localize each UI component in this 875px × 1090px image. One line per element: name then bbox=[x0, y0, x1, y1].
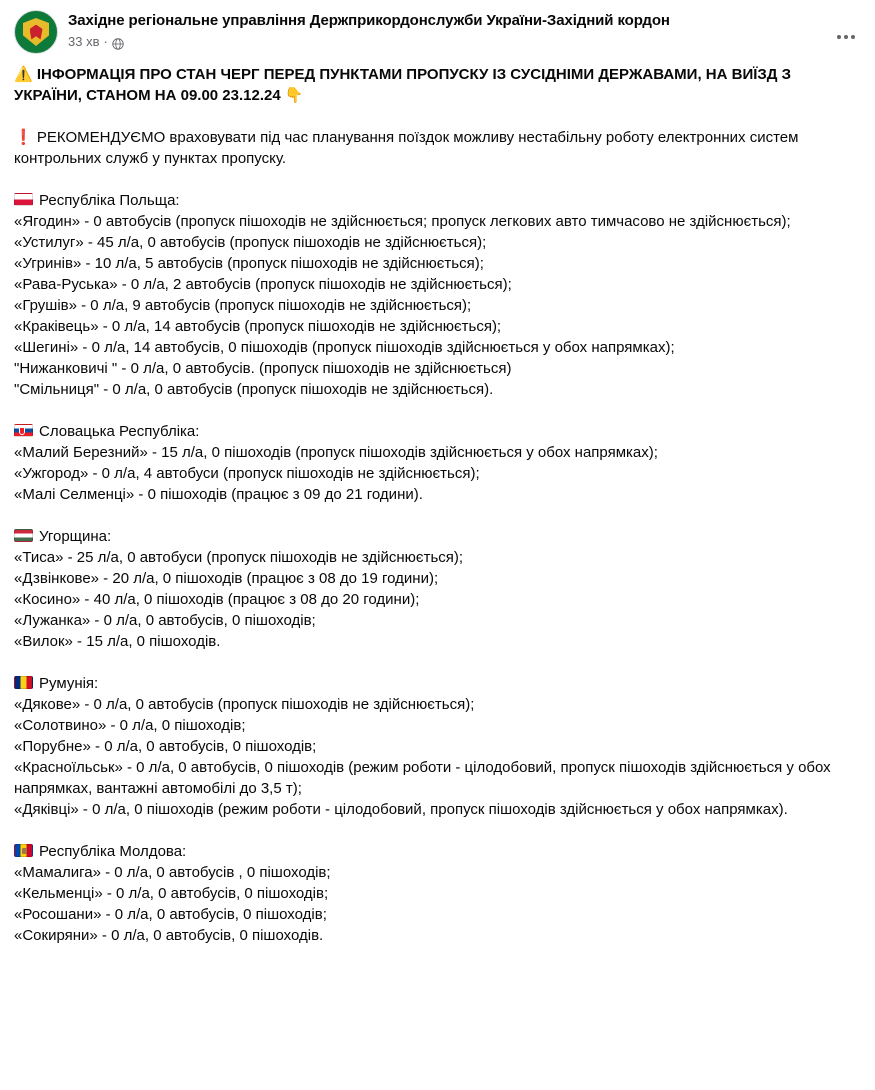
section-heading bbox=[14, 673, 861, 694]
list-item: «Сокиряни» - 0 л/а, 0 автобусів, 0 пішоходів. bbox=[14, 927, 324, 944]
list-item: «Косино» - 40 л/а, 0 пішоходів (працює з 08 до 20 години); bbox=[14, 591, 420, 608]
flag-poland-icon bbox=[14, 193, 33, 206]
list-item: «Краківець» - 0 л/а, 14 автобусів (пропуск пішоходів не здійснюється); bbox=[14, 318, 502, 335]
country-name: Республіка Польща: bbox=[39, 192, 180, 209]
section-heading bbox=[14, 841, 861, 862]
post-timestamp[interactable]: 33 хв bbox=[68, 34, 100, 49]
list-item: «Вилок» - 15 л/а, 0 пішоходів. bbox=[14, 633, 221, 650]
avatar[interactable] bbox=[14, 10, 58, 54]
list-item: «Красноїльськ» - 0 л/а, 0 автобусів, 0 пішоходів (режим роботи - цілодобовий, пропуск пішоходів здійснюється у обох напрямках, вантажні автомобілі до 3,5 т); bbox=[14, 759, 831, 797]
section-heading bbox=[14, 190, 861, 211]
list-item: «Устилуг» - 45 л/а, 0 автобусів (пропуск пішоходів не здійснюється); bbox=[14, 234, 487, 251]
country-name: Угорщина: bbox=[39, 528, 112, 545]
list-item: «Дяківці» - 0 л/а, 0 пішоходів (режим роботи - цілодобовий, пропуск пішоходів здійснюється у обох напрямках). bbox=[14, 801, 788, 818]
post-body bbox=[14, 64, 861, 946]
list-item: «Дзвінкове» - 20 л/а, 0 пішоходів (працює з 08 до 19 години); bbox=[14, 570, 439, 587]
post-meta bbox=[68, 33, 819, 50]
country-name: Республіка Молдова: bbox=[39, 843, 187, 860]
flag-moldova-icon bbox=[14, 844, 33, 857]
list-item: «Шегині» - 0 л/а, 14 автобусів, 0 пішоходів (пропуск пішоходів здійснюється у обох напрямках); bbox=[14, 339, 675, 356]
list-item: "Нижанковичі " - 0 л/а, 0 автобусів. (пропуск пішоходів не здійснюється) bbox=[14, 360, 512, 377]
list-item: «Лужанка» - 0 л/а, 0 автобусів, 0 пішоходів; bbox=[14, 612, 316, 629]
meta-separator: · bbox=[103, 34, 108, 49]
list-item: «Ужгород» - 0 л/а, 4 автобуси (пропуск пішоходів не здійснюється); bbox=[14, 465, 480, 482]
list-item: «Малий Березний» - 15 л/а, 0 пішоходів (пропуск пішоходів здійснюється у обох напрямках); bbox=[14, 444, 658, 461]
list-item: «Дякове» - 0 л/а, 0 автобусів (пропуск пішоходів не здійснюється); bbox=[14, 696, 475, 713]
list-item: "Смільниця" - 0 л/а, 0 автобусів (пропуск пішоходів не здійснюється). bbox=[14, 381, 494, 398]
post-headline-text: ІНФОРМАЦІЯ ПРО СТАН ЧЕРГ ПЕРЕД ПУНКТАМИ ПРОПУСКУ ІЗ СУСІДНІМИ ДЕРЖАВАМИ, НА ВИЇЗД З УКРАЇНИ, СТАНОМ НА 09.00 23.12.24 bbox=[14, 66, 792, 104]
globe-icon[interactable] bbox=[112, 37, 124, 49]
country-name: Словацька Республіка: bbox=[39, 423, 200, 440]
page-avatar-crest-icon bbox=[23, 18, 49, 46]
flag-slovakia-icon bbox=[14, 424, 33, 437]
page-name[interactable]: Західне регіональне управління Держприкордонслужби України-Західний кордон bbox=[68, 12, 670, 29]
list-item: «Мамалига» - 0 л/а, 0 автобусів , 0 пішоходів; bbox=[14, 864, 331, 881]
post-recommendation-text: РЕКОМЕНДУЄМО враховувати під час планування поїздок можливу нестабільну роботу електронних систем контрольних служб у пунктах пропуску. bbox=[14, 129, 799, 167]
post-header bbox=[14, 10, 861, 54]
post-headline bbox=[14, 64, 861, 106]
point-down-icon: 👇 bbox=[284, 86, 304, 104]
section-heading bbox=[14, 421, 861, 442]
list-item: «Солотвино» - 0 л/а, 0 пішоходів; bbox=[14, 717, 246, 734]
country-name: Румунія: bbox=[39, 675, 99, 692]
list-item: «Кельменці» - 0 л/а, 0 автобусів, 0 пішоходів; bbox=[14, 885, 329, 902]
flag-romania-icon bbox=[14, 676, 33, 689]
list-item: «Грушів» - 0 л/а, 9 автобусів (пропуск пішоходів не здійснюється); bbox=[14, 297, 472, 314]
section-heading bbox=[14, 526, 861, 547]
warning-icon: ⚠️ bbox=[14, 65, 33, 83]
list-item: «Тиса» - 25 л/а, 0 автобуси (пропуск пішоходів не здійснюється); bbox=[14, 549, 464, 566]
exclamation-icon: ❗ bbox=[14, 128, 33, 146]
list-item: «Малі Селменці» - 0 пішоходів (працює з 09 до 21 години). bbox=[14, 486, 423, 503]
post-header-text bbox=[68, 10, 861, 50]
list-item: «Росошани» - 0 л/а, 0 автобусів, 0 пішоходів; bbox=[14, 906, 327, 923]
flag-hungary-icon bbox=[14, 529, 33, 542]
list-item: «Угринів» - 10 л/а, 5 автобусів (пропуск пішоходів не здійснюється); bbox=[14, 255, 484, 272]
list-item: «Порубне» - 0 л/а, 0 автобусів, 0 пішоходів; bbox=[14, 738, 317, 755]
post-recommendation bbox=[14, 127, 861, 169]
list-item: «Рава-Руська» - 0 л/а, 2 автобусів (пропуск пішоходів не здійснюється); bbox=[14, 276, 512, 293]
list-item: «Ягодин» - 0 автобусів (пропуск пішоходів не здійснюється; пропуск легкових авто тимчасово не здійснюється); bbox=[14, 213, 791, 230]
more-options-icon[interactable] bbox=[831, 22, 861, 52]
